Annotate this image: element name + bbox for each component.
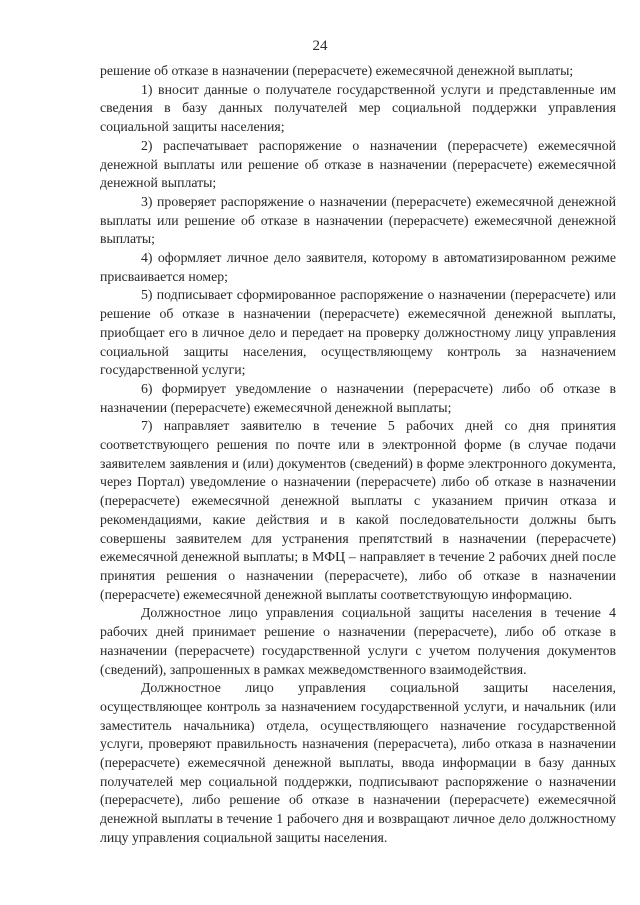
page-number: 24 bbox=[312, 38, 328, 54]
paragraph-item-6: 6) формирует уведомление о назначении (перерасчете) либо об отказе в назначении (перерасчете) ежемесячной денежной выплаты; bbox=[100, 380, 616, 415]
paragraph-control: Должностное лицо управления социальной защиты населения, осуществляющее контроль за назначением государственной услуги, и начальник (или заместитель начальника) отдела, осуществляющего назначение государственной услуги, проверяют правильность назначения (перерасчета), либо отказа в назначении (перерасчете) ежемесячной денежной выплаты, ввода информации в базу данных получателей мер социальной поддержки, подписывают распоряжение о назначении (перерасчете), либо решение об отказе в назначении (перерасчете) ежемесячной денежной выплаты в течение 1 рабочего дня и возвращают личное дело должностному лицу управления социальной защиты населения. bbox=[100, 680, 616, 845]
paragraph-decision: Должностное лицо управления социальной защиты населения в течение 4 рабочих дней принимает решение о назначении (перерасчете), либо об отказе в назначении (перерасчете) государственной услуги с учетом получения документов (сведений), запрошенных в рамках межведомственного взаимодействия. bbox=[100, 605, 616, 677]
paragraph-item-3: 3) проверяет распоряжение о назначении (перерасчете) ежемесячной денежной выплаты или решение об отказе в назначении (перерасчете) ежемесячной денежной выплаты; bbox=[100, 193, 616, 247]
document-body bbox=[100, 62, 616, 848]
paragraph-item-7: 7) направляет заявителю в течение 5 рабочих дней со дня принятия соответствующего решения по почте или в электронной форме (в случае подачи заявителем заявления и (или) документов (сведений) в форме электронного документа, через Портал) уведомление о назначении (перерасчете) либо об отказе в назначении (перерасчете) ежемесячной денежной выплаты с указанием причин отказа и рекомендациями, какие действия и в какой последовательности должны быть совершены заявителем для устранения препятствий в назначении (перерасчете) ежемесячной денежной выплаты; в МФЦ – направляет в течение 2 рабочих дней после принятия решения о назначении (перерасчете), либо об отказе в назначении (перерасчете) ежемесячной денежной выплаты соответствующую информацию. bbox=[100, 418, 616, 602]
paragraph-item-2: 2) распечатывает распоряжение о назначении (перерасчете) ежемесячной денежной выплаты или решение об отказе в назначении (перерасчете) ежемесячной денежной выплаты; bbox=[100, 137, 616, 191]
paragraph-item-4: 4) оформляет личное дело заявителя, которому в автоматизированном режиме присваивается номер; bbox=[100, 250, 616, 284]
paragraph-item-1: 1) вносит данные о получателе государственной услуги и представленные им сведения в базу данных получателей мер социальной поддержки управления социальной защиты населения; bbox=[100, 81, 616, 135]
paragraph-item-5: 5) подписывает сформированное распоряжение о назначении (перерасчете) или решение об отказе в назначении (перерасчете) ежемесячной денежной выплаты, приобщает его в личное дело и передает на проверку должностному лицу управления социальной защиты населения, осуществляющему контроль за назначением государственной услуги; bbox=[100, 287, 616, 378]
paragraph-continuation: решение об отказе в назначении (перерасчете) ежемесячной денежной выплаты; bbox=[100, 63, 574, 78]
